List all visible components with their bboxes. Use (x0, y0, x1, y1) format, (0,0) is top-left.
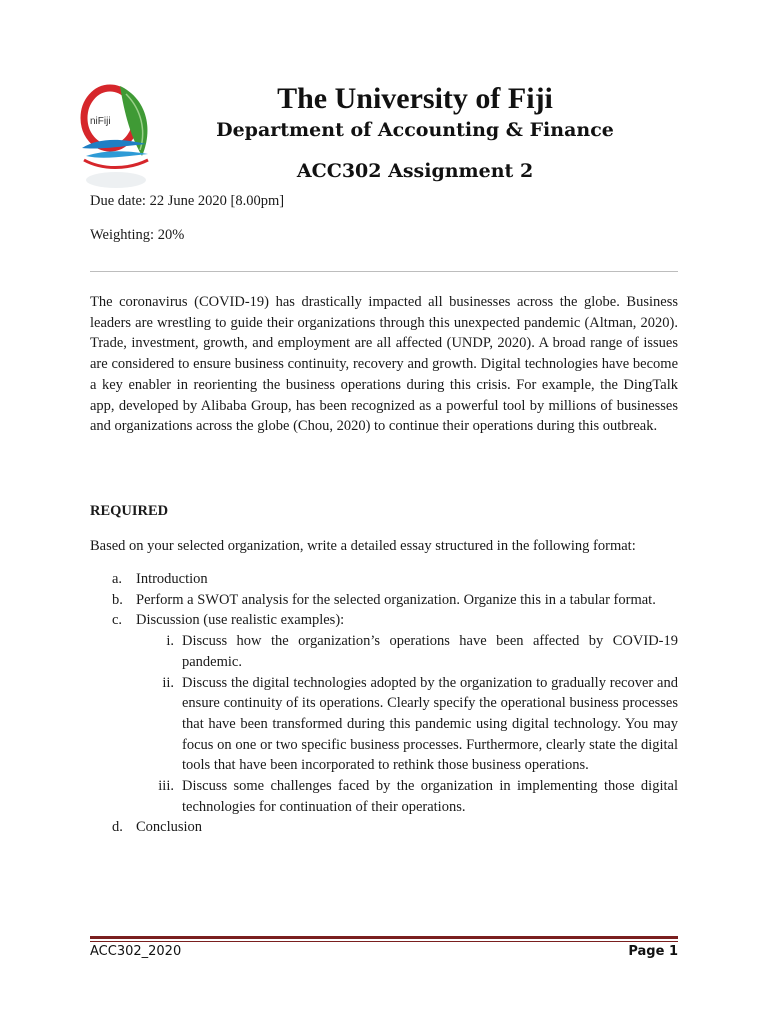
sub-list-marker: i. (166, 633, 174, 650)
list-item-text: Introduction (136, 571, 208, 587)
list-item-text: Perform a SWOT analysis for the selected organization. Organize this in a tabular format. (136, 591, 656, 608)
required-lead: Based on your selected organization, write a detailed essay structured in the following format: (90, 538, 636, 554)
footer-page-number: Page 1 (628, 944, 678, 959)
list-item (90, 610, 678, 631)
department-title: Department of Accounting & Finance (216, 119, 614, 141)
list-item (90, 569, 678, 590)
sub-list-item (90, 631, 678, 672)
list-item-text: Discussion (use realistic examples): (136, 612, 345, 629)
weighting: Weighting: 20% (90, 227, 185, 243)
list-item (90, 590, 678, 611)
footer-rule-thin (90, 941, 678, 942)
list-marker: c. (112, 612, 123, 629)
footer-course-code: ACC302_2020 (90, 944, 182, 959)
university-title: The University of Fiji (277, 82, 553, 115)
logo-text: niFiji (90, 116, 111, 127)
sub-list-marker: ii. (162, 674, 174, 691)
list-marker: a. (112, 571, 123, 587)
intro-paragraph: The coronavirus (COVID-19) has drastically impacted all businesses across the globe. Business leaders are wrestling to guide their organizations through this unexpected pandemic (Altman, 2020). Trade, investment, growth, and employment are all affected (UNDP, 2020). A broad range of issues are considered to ensure business continuity, recovery and growth. Digital technologies have become a key enabler in reorienting the business operations during this crisis. For example, the DingTalk app, developed by Alibaba Group, has been recognized as a powerful tool by millions of businesses and organizations across the globe (Chou, 2020) to continue their operations during this outbreak. (90, 294, 678, 435)
assignment-title: ACC302 Assignment 2 (296, 160, 534, 182)
sub-list-item-text: Discuss some challenges faced by the organization in implementing those digital technologies for continuation of their operations. (182, 778, 678, 815)
sub-list-item (90, 673, 678, 777)
sub-list-item-text: Discuss the digital technologies adopted by the organization to gradually recover and ensure continuity of its operations. Clearly specify the operational business processes that have been transformed during this pandemic using digital technology. You may focus on one or two specific business processes. Furthermore, clearly state the digital tools that have been incorporated to rethink those business operations. (182, 674, 678, 774)
list-item (90, 817, 678, 838)
footer-rule (90, 936, 678, 939)
required-heading: REQUIRED (90, 503, 169, 519)
sub-list-item (90, 776, 678, 817)
list-marker: d. (112, 819, 123, 836)
due-date: Due date: 22 June 2020 [8.00pm] (90, 193, 285, 209)
divider (90, 271, 678, 272)
list-marker: b. (112, 591, 123, 608)
requirements-list (90, 569, 678, 838)
sub-list-marker: iii. (158, 778, 174, 795)
sub-list-item-text: Discuss how the organization’s operations have been affected by COVID-19 pandemic. (182, 633, 678, 670)
list-item-text: Conclusion (136, 819, 203, 836)
